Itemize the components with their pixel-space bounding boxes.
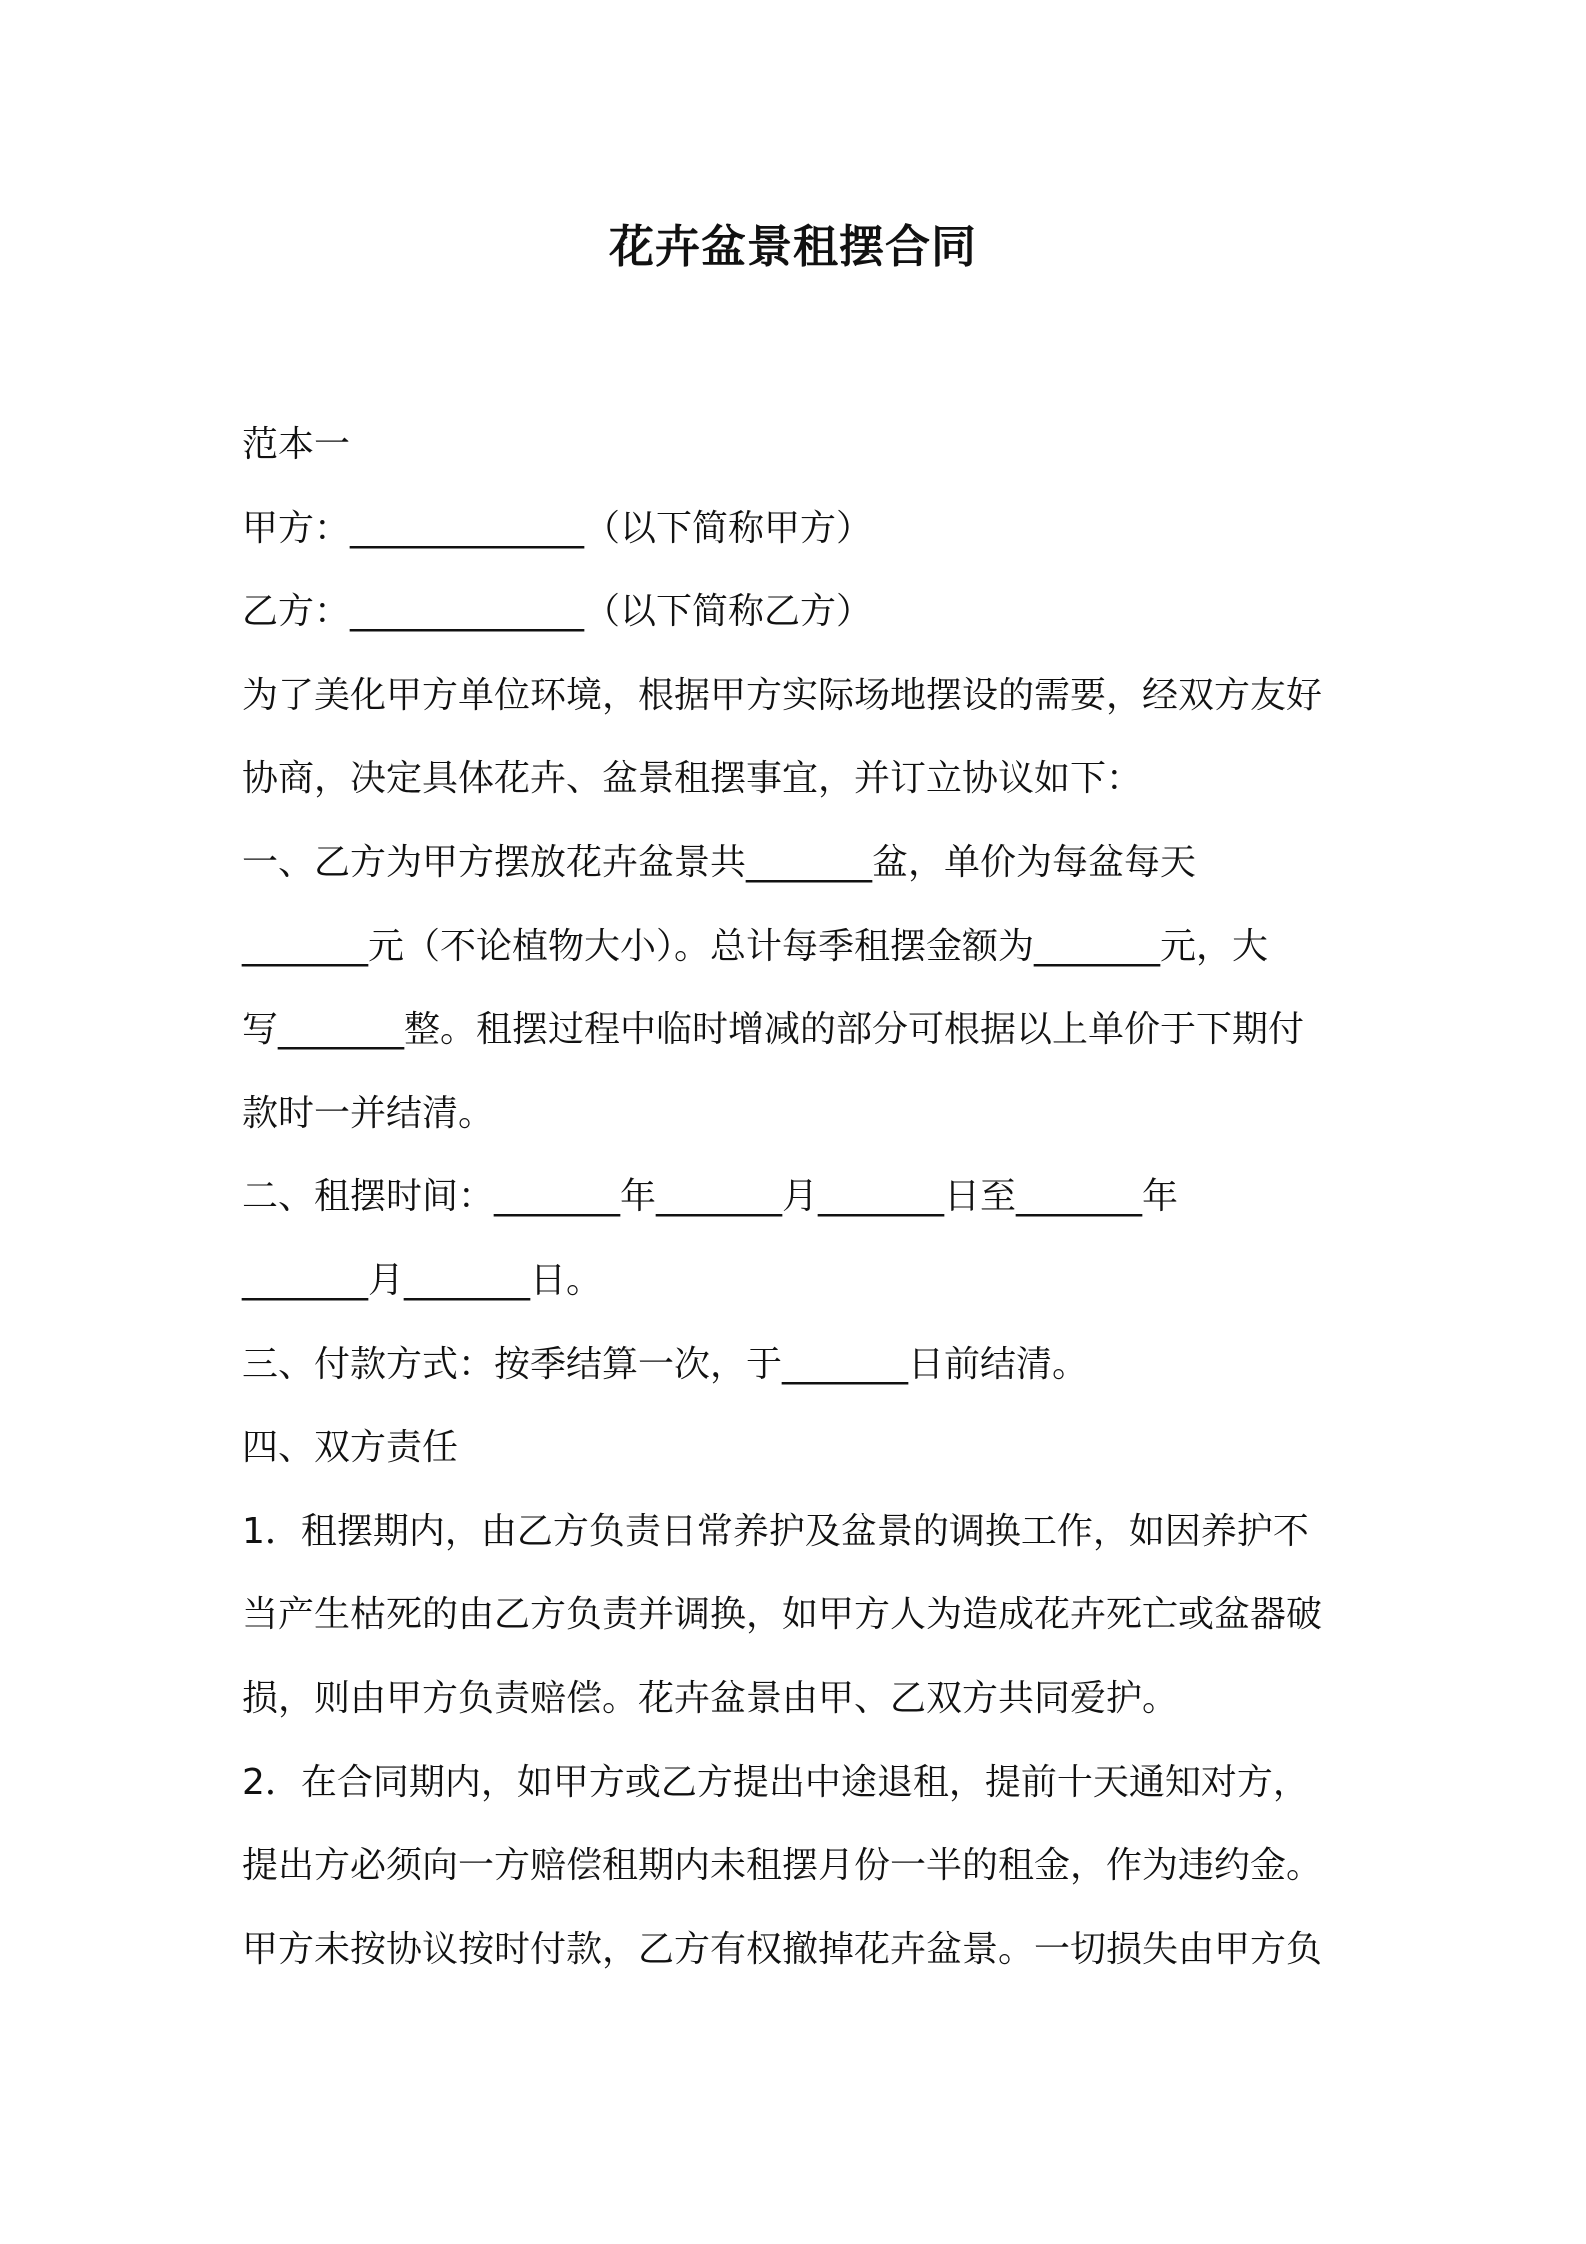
- text-line: 甲方未按协议按时付款，乙方有权撤掉花卉盆景。一切损失由甲方负: [242, 1928, 1323, 1970]
- text-line-clause-3: 三、付款方式：按季结算一次，于_______日前结清。: [242, 1343, 1089, 1385]
- text-line: 为了美化甲方单位环境，根据甲方实际场地摆设的需要，经双方友好: [242, 674, 1323, 716]
- text-line: 损，则由甲方负责赔偿。花卉盆景由甲、乙双方共同爱护。: [242, 1677, 1179, 1719]
- text-line: 款时一并结清。: [242, 1092, 495, 1134]
- text-line-clause-4: 四、双方责任: [242, 1427, 459, 1469]
- text-line: 写_______整。租摆过程中临时增减的部分可根据以上单价于下期付: [242, 1009, 1305, 1051]
- text-line-party-a: 甲方：_____________（以下简称甲方）: [242, 507, 873, 549]
- text-line-item-1: 1．租摆期内，由乙方负责日常养护及盆景的调换工作，如因养护不: [242, 1510, 1309, 1552]
- text-line-clause-2: 二、租摆时间：_______年_______月_______日至_______年: [242, 1176, 1179, 1218]
- document-body: [242, 403, 1352, 1991]
- text-line-party-b: 乙方：_____________（以下简称乙方）: [242, 591, 873, 633]
- document-title: 花卉盆景租摆合同: [608, 220, 977, 273]
- text-line: 协商，决定具体花卉、盆景租摆事宜，并订立协议如下：: [242, 758, 1143, 800]
- text-line-sample-label: 范本一: [242, 424, 351, 465]
- text-line-clause-1: 一、乙方为甲方摆放花卉盆景共_______盆，单价为每盆每天: [242, 841, 1197, 883]
- text-line: _______元（不论植物大小）。总计每季租摆金额为_______元，大: [242, 925, 1269, 967]
- text-line: 当产生枯死的由乙方负责并调换，如甲方人为造成花卉死亡或盆器破: [242, 1594, 1323, 1636]
- text-line-item-2: 2．在合同期内，如甲方或乙方提出中途退租，提前十天通知对方，: [242, 1761, 1309, 1803]
- text-line: 提出方必须向一方赔偿租期内未租摆月份一半的租金，作为违约金。: [242, 1845, 1323, 1887]
- text-line: _______月_______日。: [242, 1259, 603, 1301]
